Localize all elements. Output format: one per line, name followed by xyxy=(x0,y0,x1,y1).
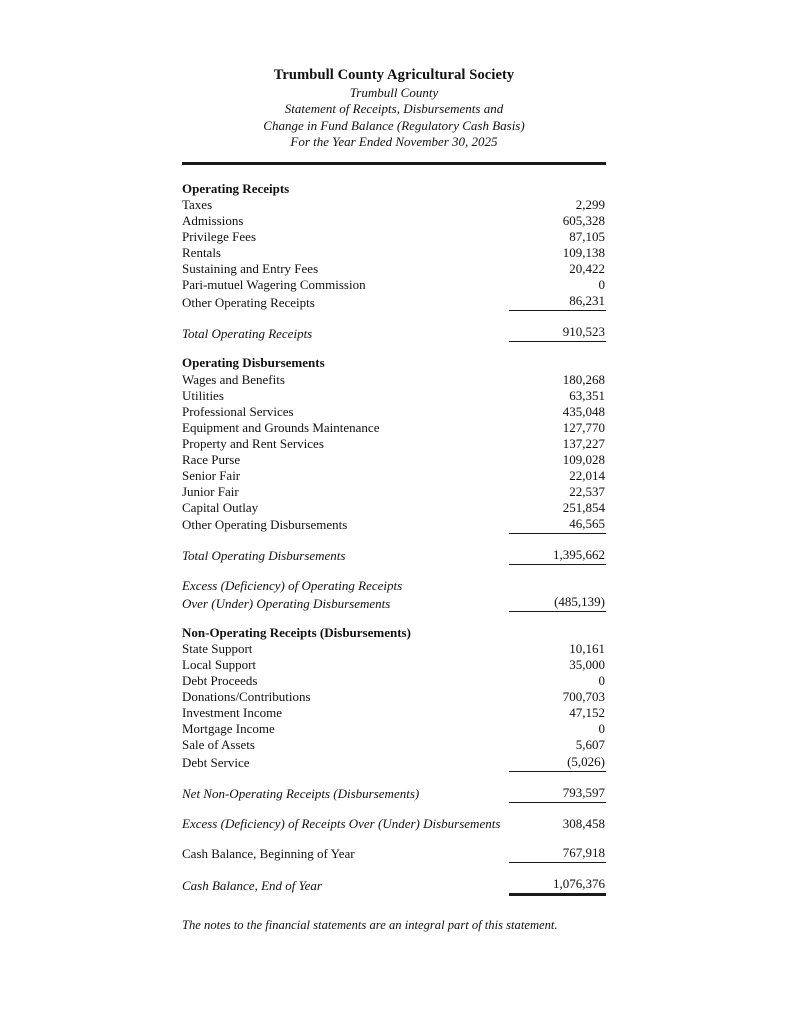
beginning-balance-row xyxy=(182,845,606,863)
line-item-label: Debt Service xyxy=(182,755,250,770)
line-item-amount: 2,299 xyxy=(575,197,605,213)
spacer-row xyxy=(182,533,606,547)
beginning-balance-label: Cash Balance, Beginning of Year xyxy=(182,846,355,862)
line-item-amount: 35,000 xyxy=(569,657,605,673)
table-row xyxy=(182,721,606,737)
excess-label-line-1: Excess (Deficiency) of Operating Receipts xyxy=(182,578,403,594)
total-amount: 1,395,662 xyxy=(509,547,606,565)
spacer-row xyxy=(182,832,606,845)
spacer-row xyxy=(182,612,606,626)
excess-label-line-2: Over (Under) Operating Disbursements xyxy=(182,595,391,611)
line-item-label: Local Support xyxy=(182,657,257,673)
line-item-amount: 109,028 xyxy=(562,451,605,467)
table-row xyxy=(182,500,606,516)
table-row xyxy=(182,372,606,388)
line-item-label: Junior Fair xyxy=(182,483,239,499)
table-row xyxy=(182,657,606,673)
total-label: Total Operating Receipts xyxy=(182,325,313,341)
line-item-label: Donations/Contributions xyxy=(182,689,311,705)
statement-title-line-1: Statement of Receipts, Disbursements and xyxy=(284,101,504,117)
section-amount-blank xyxy=(509,355,606,371)
ending-balance-label: Cash Balance, End of Year xyxy=(182,878,322,894)
section-heading-non-operating xyxy=(182,625,606,641)
total-amount: 793,597 xyxy=(509,785,606,803)
footnote: The notes to the financial statements are an integral part of this statement. xyxy=(182,917,558,932)
ending-balance-row xyxy=(182,876,606,895)
line-item-label: Taxes xyxy=(182,197,213,213)
organization-name: Trumbull County Agricultural Society xyxy=(273,67,515,83)
line-item-label: Debt Proceeds xyxy=(182,673,258,689)
line-item-amount: 137,227 xyxy=(562,435,605,451)
line-item-label: Other Operating Receipts xyxy=(182,294,315,310)
section-label: Non-Operating Receipts (Disbursements) xyxy=(182,625,411,641)
line-item-amount: 47,152 xyxy=(569,705,605,721)
statement-title-line-2: Change in Fund Balance (Regulatory Cash Basis) xyxy=(263,117,525,133)
total-label: Total Operating Disbursements xyxy=(182,548,346,564)
county-name: Trumbull County xyxy=(349,84,439,100)
header-divider xyxy=(182,162,606,165)
ending-balance-amount: 1,076,376 xyxy=(509,876,606,895)
excess-amount: (485,139) xyxy=(509,594,606,612)
line-item-label: Pari-mutuel Wagering Commission xyxy=(182,277,366,293)
total-label: Net Non-Operating Receipts (Disbursements) xyxy=(182,786,420,802)
beginning-balance-amount: 767,918 xyxy=(509,845,606,863)
total-row-non-operating xyxy=(182,785,606,803)
section-amount-blank xyxy=(509,181,606,197)
line-item-label: Race Purse xyxy=(182,451,241,467)
line-item-amount: 22,537 xyxy=(569,483,605,499)
line-item-label: Property and Rent Services xyxy=(182,435,324,451)
line-item-label: Wages and Benefits xyxy=(182,371,285,387)
line-item-label: Mortgage Income xyxy=(182,721,275,737)
line-item-amount: 127,770 xyxy=(562,419,605,435)
table-row xyxy=(182,436,606,452)
line-item-amount: 20,422 xyxy=(569,261,605,277)
table-row xyxy=(182,197,606,213)
line-item-amount: 251,854 xyxy=(562,499,605,515)
section-label: Operating Disbursements xyxy=(182,355,325,371)
table-row xyxy=(182,277,606,293)
line-item-amount: 22,014 xyxy=(569,467,605,483)
line-item-amount: 87,105 xyxy=(569,229,605,245)
table-row xyxy=(182,641,606,657)
line-item-label: Equipment and Grounds Maintenance xyxy=(182,419,380,435)
excess-total-row xyxy=(182,816,606,832)
excess-total-label: Excess (Deficiency) of Receipts Over (Under) Disbursements xyxy=(182,815,501,831)
section-amount-blank xyxy=(509,625,606,641)
table-row xyxy=(182,673,606,689)
spacer-row xyxy=(182,565,606,579)
table-row xyxy=(182,261,606,277)
line-item-label: Sale of Assets xyxy=(182,737,255,753)
line-item-label: Admissions xyxy=(182,213,244,229)
statement-period: For the Year Ended November 30, 2025 xyxy=(290,134,498,150)
table-row xyxy=(182,293,606,311)
line-item-label: Senior Fair xyxy=(182,467,241,483)
table-row xyxy=(182,468,606,484)
line-item-amount: 0 xyxy=(598,721,605,737)
line-item-amount: 605,328 xyxy=(562,213,605,229)
line-item-label: Capital Outlay xyxy=(182,499,259,515)
section-heading-operating-disbursements xyxy=(182,355,606,371)
spacer-row xyxy=(182,771,606,785)
line-item-label: Privilege Fees xyxy=(182,229,257,245)
excess-amount-blank xyxy=(509,578,606,594)
table-row xyxy=(182,452,606,468)
excess-operating-line-2 xyxy=(182,594,606,612)
line-item-label: Investment Income xyxy=(182,705,282,721)
table-row xyxy=(182,213,606,229)
line-item-label: Professional Services xyxy=(182,403,294,419)
table-row xyxy=(182,420,606,436)
line-item-amount: 10,161 xyxy=(569,641,605,657)
table-row xyxy=(182,229,606,245)
line-item-amount: (5,026) xyxy=(509,754,606,772)
total-amount: 910,523 xyxy=(509,324,606,342)
statement-body xyxy=(182,66,606,933)
excess-operating-line-1 xyxy=(182,578,606,594)
line-item-amount: 86,231 xyxy=(509,293,606,311)
line-item-amount: 46,565 xyxy=(509,516,606,534)
excess-total-amount: 308,458 xyxy=(562,815,605,831)
table-row xyxy=(182,516,606,534)
line-item-amount: 0 xyxy=(598,673,605,689)
line-item-amount: 435,048 xyxy=(562,403,605,419)
line-item-label: Rentals xyxy=(182,245,221,261)
table-row xyxy=(182,388,606,404)
spacer-row xyxy=(182,862,606,876)
table-row xyxy=(182,245,606,261)
line-item-amount: 63,351 xyxy=(569,387,605,403)
line-item-amount: 700,703 xyxy=(562,689,605,705)
line-item-amount: 109,138 xyxy=(562,245,605,261)
line-item-label: Sustaining and Entry Fees xyxy=(182,261,319,277)
total-row-operating-receipts xyxy=(182,324,606,342)
total-row-operating-disbursements xyxy=(182,547,606,565)
table-row xyxy=(182,404,606,420)
document-header xyxy=(182,66,606,151)
table-row xyxy=(182,754,606,772)
spacer-row xyxy=(182,802,606,816)
table-row xyxy=(182,737,606,753)
table-row xyxy=(182,484,606,500)
line-item-amount: 5,607 xyxy=(575,737,605,753)
table-row xyxy=(182,689,606,705)
spacer-row xyxy=(182,311,606,325)
section-label: Operating Receipts xyxy=(182,181,290,197)
section-heading-operating-receipts xyxy=(182,181,606,197)
line-item-label: Utilities xyxy=(182,387,224,403)
line-item-label: State Support xyxy=(182,641,253,657)
line-item-amount: 180,268 xyxy=(562,371,605,387)
financial-statement-table xyxy=(182,181,606,896)
table-row xyxy=(182,705,606,721)
line-item-amount: 0 xyxy=(598,277,605,293)
spacer-row xyxy=(182,342,606,356)
line-item-label: Other Operating Disbursements xyxy=(182,517,348,533)
